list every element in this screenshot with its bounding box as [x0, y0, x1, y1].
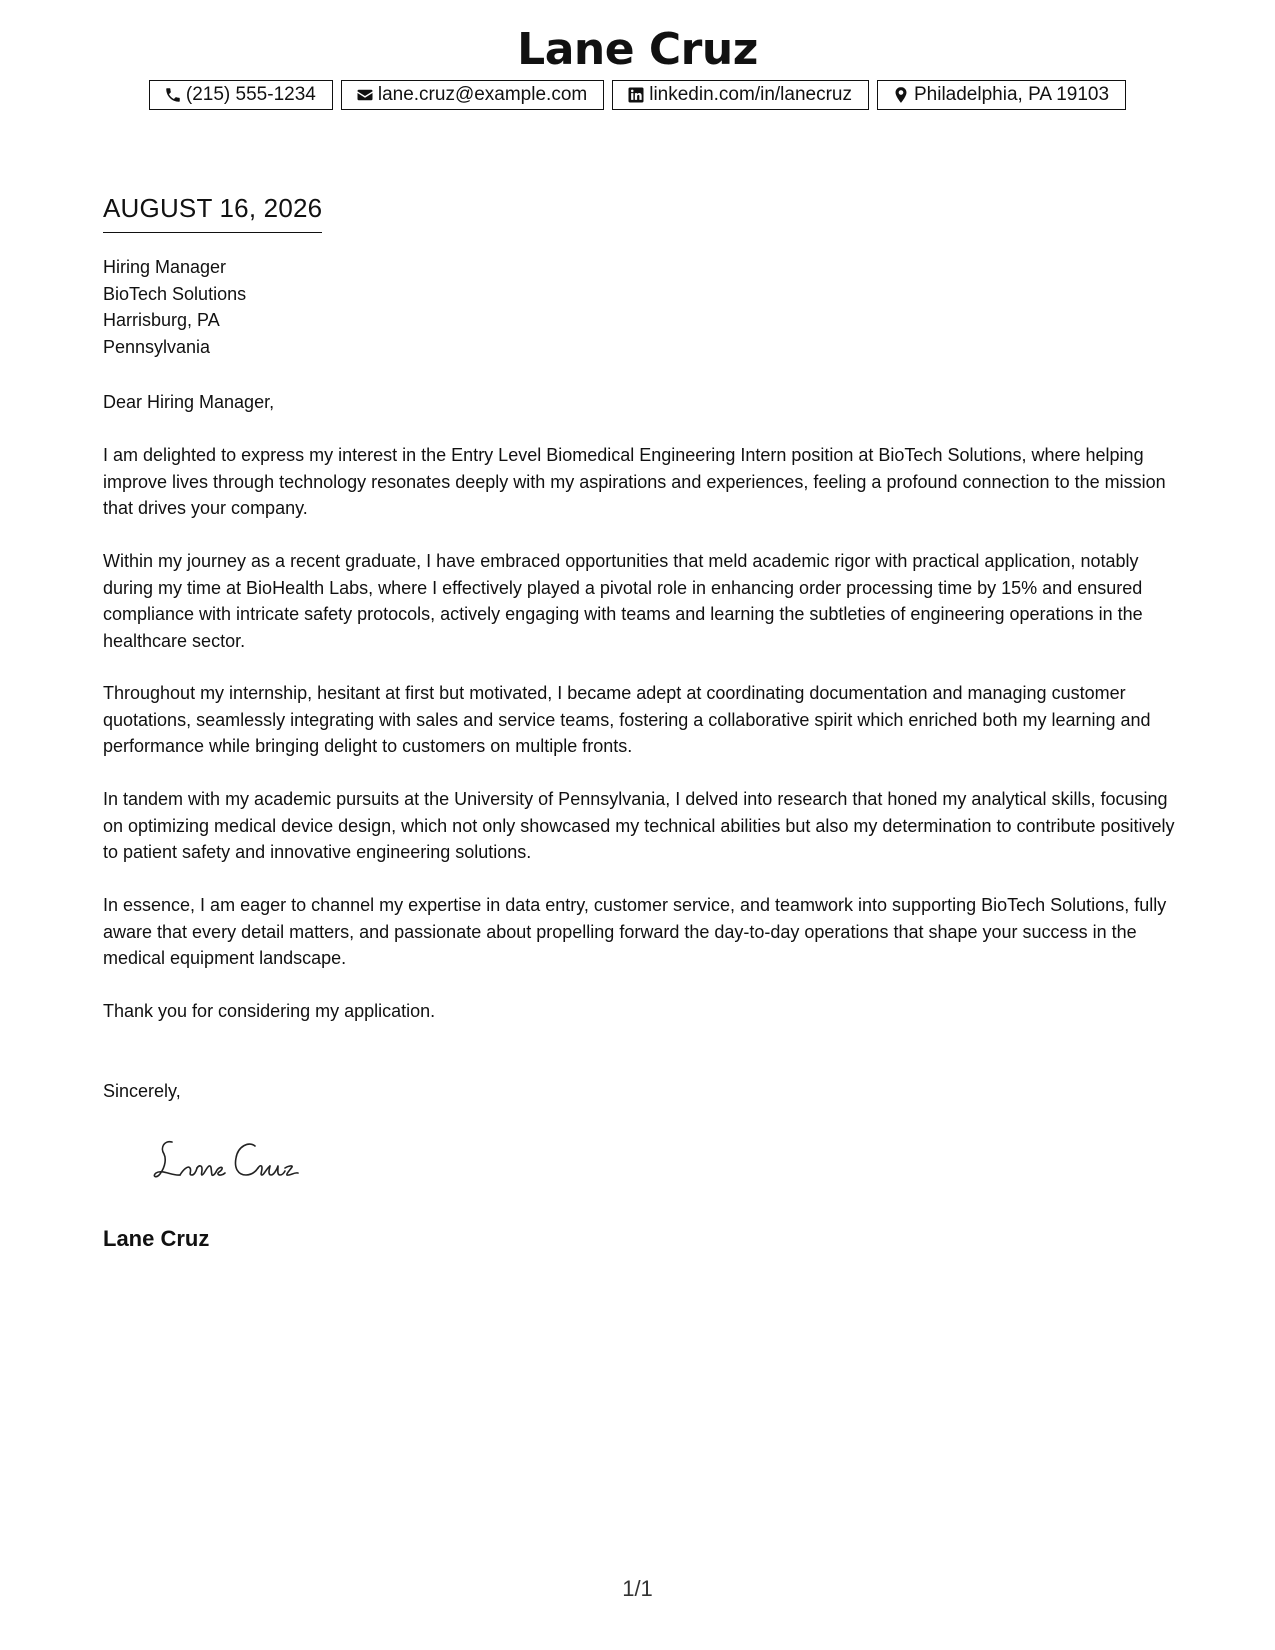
- contact-phone-text: (215) 555-1234: [185, 84, 316, 105]
- body-paragraph: I am delighted to express my interest in the Entry Level Biomedical Engineering Intern position at BioTech Solutions, where helping improve lives through technology resonates deeply with my aspirations and experiences, feeling a profound connection to the mission that drives your company.: [103, 445, 1166, 518]
- contact-email-text: lane.cruz@example.com: [377, 84, 588, 105]
- recipient-title: Hiring Manager: [103, 257, 227, 277]
- handwritten-signature: [150, 1132, 320, 1186]
- contact-linkedin[interactable]: [612, 80, 869, 110]
- contact-email[interactable]: [341, 80, 604, 110]
- applicant-name: Lane Cruz: [517, 24, 758, 75]
- thank-you-line: Thank you for considering my application.: [103, 1001, 436, 1021]
- body-paragraph: Throughout my internship, hesitant at first but motivated, I became adept at coordinating documentation and managing customer quotations, seamlessly integrating with sales and service teams, fostering a collaborative spirit which enriched both my learning and performance while bringing delight to customers on multiple fronts.: [103, 683, 1151, 756]
- recipient-address: [103, 254, 1183, 360]
- recipient-company: BioTech Solutions: [103, 283, 247, 304]
- recipient-state: Pennsylvania: [103, 336, 211, 357]
- signed-name: Lane Cruz: [103, 1226, 210, 1251]
- contact-location[interactable]: [877, 80, 1126, 110]
- date-block: [103, 192, 322, 233]
- closing: Sincerely,: [103, 1081, 181, 1101]
- letter-date: AUGUST 16, 2026: [103, 192, 322, 233]
- salutation: Dear Hiring Manager,: [103, 392, 275, 412]
- body-paragraph: In tandem with my academic pursuits at the University of Pennsylvania, I delved into research that honed my analytical skills, focusing on optimizing medical device design, which not only showcased my technical abilities but also my determination to contribute positively to patient safety and innovative engineering solutions.: [103, 789, 1175, 862]
- contact-linkedin-text: linkedin.com/in/lanecruz: [649, 84, 852, 105]
- recipient-city: Harrisburg, PA: [103, 310, 220, 330]
- linkedin-icon: [627, 86, 645, 104]
- contact-location-text: Philadelphia, PA 19103: [913, 84, 1110, 105]
- envelope-icon: [356, 86, 374, 104]
- page-number: 1/1: [622, 1576, 653, 1601]
- map-pin-icon: [892, 86, 910, 104]
- phone-icon: [164, 86, 182, 104]
- contact-bar: [0, 80, 1275, 110]
- body-paragraph: Within my journey as a recent graduate, I have embraced opportunities that meld academic rigor with practical application, notably during my time at BioHealth Labs, where I effectively played a pivotal role in enhancing order processing time by 15% and ensured compliance with intricate safety protocols, actively engaging with teams and learning the subtleties of engineering operations in the healthcare sector.: [103, 551, 1143, 651]
- body-paragraph: In essence, I am eager to channel my expertise in data entry, customer service, and teamwork into supporting BioTech Solutions, fully aware that every detail matters, and passionate about propelling forward the day-to-day operations that shape your success in the medical equipment landscape.: [103, 895, 1167, 968]
- contact-phone[interactable]: [149, 80, 333, 110]
